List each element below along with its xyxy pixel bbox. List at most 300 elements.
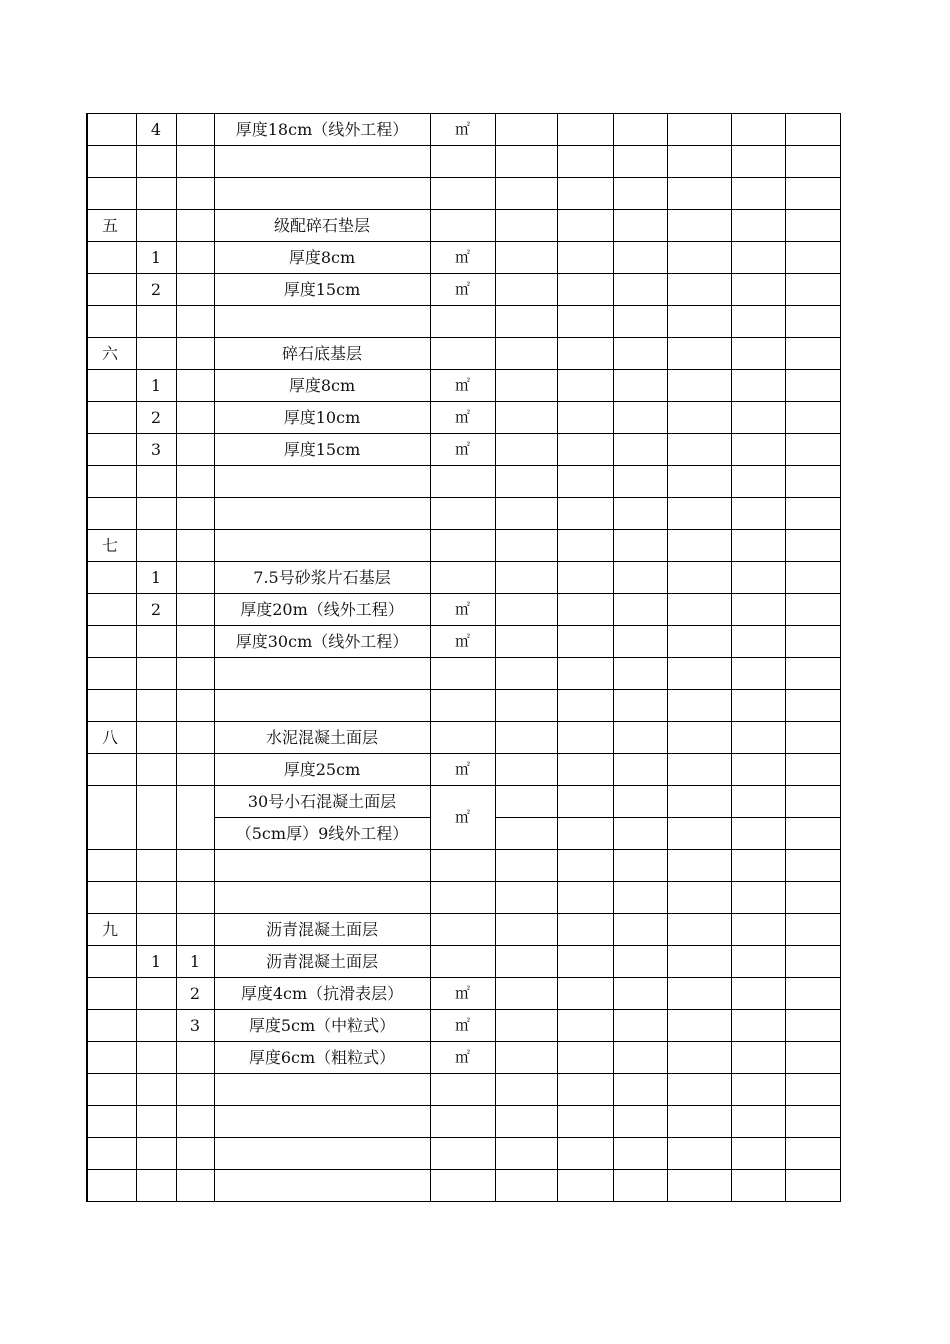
cell-item <box>214 466 430 498</box>
cell-unit <box>430 882 495 914</box>
cell-item <box>214 1106 430 1138</box>
cell-sub <box>136 978 176 1010</box>
table-row <box>87 1042 840 1074</box>
cell-blank <box>557 370 613 402</box>
cell-blank <box>667 786 731 818</box>
cell-blank <box>731 210 785 242</box>
cell-blank <box>785 338 840 370</box>
cell-item <box>214 882 430 914</box>
cell-blank <box>557 722 613 754</box>
cell-blank <box>731 1074 785 1106</box>
cell-sub2 <box>176 626 214 658</box>
cell-unit <box>430 498 495 530</box>
cell-sub <box>136 146 176 178</box>
cell-item <box>214 178 430 210</box>
cell-blank <box>785 1042 840 1074</box>
cell-no <box>87 1010 136 1042</box>
cell-blank <box>667 338 731 370</box>
cell-blank <box>785 274 840 306</box>
cell-blank <box>495 786 557 818</box>
cell-blank <box>557 402 613 434</box>
cell-blank <box>557 434 613 466</box>
cell-blank <box>785 1170 840 1202</box>
cell-blank <box>785 978 840 1010</box>
cell-blank <box>731 754 785 786</box>
cell-sub2 <box>176 146 214 178</box>
cell-sub <box>136 882 176 914</box>
cell-no <box>87 658 136 690</box>
cell-unit: ㎡ <box>430 242 495 274</box>
cell-item: 7.5号砂浆片石基层 <box>214 562 430 594</box>
cell-sub <box>136 1074 176 1106</box>
cell-blank <box>785 530 840 562</box>
cell-blank <box>667 818 731 850</box>
cell-item: 沥青混凝土面层 <box>214 914 430 946</box>
table-row <box>87 338 840 370</box>
cell-blank <box>667 306 731 338</box>
cell-blank <box>667 1042 731 1074</box>
cell-no <box>87 1106 136 1138</box>
cell-blank <box>557 242 613 274</box>
cell-blank <box>613 722 667 754</box>
cell-unit: ㎡ <box>430 114 495 146</box>
cell-item <box>214 146 430 178</box>
cell-sub <box>136 786 176 850</box>
cell-item: 厚度10cm <box>214 402 430 434</box>
cell-item: 厚度8cm <box>214 242 430 274</box>
cell-blank <box>667 530 731 562</box>
cell-blank <box>613 434 667 466</box>
cell-blank <box>557 850 613 882</box>
cell-blank <box>495 146 557 178</box>
cell-blank <box>667 1074 731 1106</box>
cell-sub: 2 <box>136 594 176 626</box>
cell-blank <box>495 1170 557 1202</box>
cell-unit: ㎡ <box>430 274 495 306</box>
cell-item: 水泥混凝土面层 <box>214 722 430 754</box>
cell-unit <box>430 338 495 370</box>
cell-blank <box>731 306 785 338</box>
cell-sub <box>136 722 176 754</box>
cell-blank <box>731 786 785 818</box>
cell-sub: 2 <box>136 402 176 434</box>
cell-blank <box>785 786 840 818</box>
cell-blank <box>495 946 557 978</box>
cell-blank <box>785 946 840 978</box>
cell-blank <box>613 658 667 690</box>
table-row <box>87 562 840 594</box>
cell-blank <box>667 722 731 754</box>
cell-blank <box>667 274 731 306</box>
table-row <box>87 402 840 434</box>
cell-sub: 3 <box>136 434 176 466</box>
cell-blank <box>495 818 557 850</box>
cell-blank <box>785 658 840 690</box>
cell-blank <box>495 402 557 434</box>
cell-sub2 <box>176 882 214 914</box>
table-row <box>87 242 840 274</box>
cell-sub <box>136 1106 176 1138</box>
cell-blank <box>557 146 613 178</box>
cell-blank <box>613 114 667 146</box>
cell-blank <box>495 562 557 594</box>
cell-blank <box>785 1010 840 1042</box>
cell-blank <box>731 1138 785 1170</box>
cell-blank <box>557 1106 613 1138</box>
cell-sub2 <box>176 306 214 338</box>
cell-sub2 <box>176 498 214 530</box>
table-row <box>87 1010 840 1042</box>
table-row <box>87 210 840 242</box>
cell-blank <box>667 402 731 434</box>
cell-sub <box>136 914 176 946</box>
cell-blank <box>731 178 785 210</box>
cell-unit <box>430 722 495 754</box>
cell-blank <box>613 786 667 818</box>
cell-blank <box>557 210 613 242</box>
cell-blank <box>557 690 613 722</box>
cell-blank <box>731 722 785 754</box>
cell-unit <box>430 466 495 498</box>
table-row <box>87 274 840 306</box>
table-row <box>87 626 840 658</box>
cell-blank <box>731 1010 785 1042</box>
cell-blank <box>731 434 785 466</box>
cell-blank <box>731 466 785 498</box>
cell-blank <box>557 882 613 914</box>
cell-sub2 <box>176 530 214 562</box>
cell-blank <box>731 338 785 370</box>
cell-blank <box>785 498 840 530</box>
cell-sub <box>136 338 176 370</box>
cell-blank <box>667 242 731 274</box>
cell-blank <box>785 146 840 178</box>
table-row <box>87 466 840 498</box>
cell-blank <box>667 1106 731 1138</box>
cell-blank <box>495 978 557 1010</box>
cell-item <box>214 658 430 690</box>
cell-blank <box>667 690 731 722</box>
cell-blank <box>495 370 557 402</box>
cell-blank <box>613 178 667 210</box>
cell-blank <box>495 882 557 914</box>
cell-unit <box>430 850 495 882</box>
cell-no <box>87 402 136 434</box>
cell-no <box>87 754 136 786</box>
cell-no <box>87 242 136 274</box>
cell-item: 沥青混凝土面层 <box>214 946 430 978</box>
table-row <box>87 1074 840 1106</box>
cell-blank <box>667 178 731 210</box>
cell-sub2: 1 <box>176 946 214 978</box>
cell-blank <box>731 626 785 658</box>
cell-blank <box>667 946 731 978</box>
table-row <box>87 114 840 146</box>
cell-blank <box>613 466 667 498</box>
cell-no <box>87 466 136 498</box>
cell-blank <box>495 914 557 946</box>
cell-unit: ㎡ <box>430 1010 495 1042</box>
cell-blank <box>731 498 785 530</box>
cell-blank <box>785 1138 840 1170</box>
table-row <box>87 754 840 786</box>
cell-item: （5cm厚）9线外工程） <box>214 818 430 850</box>
cell-sub2 <box>176 1074 214 1106</box>
cell-unit: ㎡ <box>430 434 495 466</box>
cell-blank <box>557 594 613 626</box>
cell-blank <box>495 754 557 786</box>
cell-sub2 <box>176 690 214 722</box>
cell-blank <box>557 786 613 818</box>
cell-item <box>214 850 430 882</box>
cell-sub2 <box>176 242 214 274</box>
cell-unit <box>430 146 495 178</box>
cell-blank <box>613 402 667 434</box>
cell-sub <box>136 530 176 562</box>
table-row <box>87 786 840 818</box>
table-row <box>87 498 840 530</box>
cell-blank <box>613 210 667 242</box>
cell-blank <box>667 914 731 946</box>
cell-no: 七 <box>87 530 136 562</box>
cell-item: 厚度8cm <box>214 370 430 402</box>
table-body <box>87 114 840 1202</box>
cell-blank <box>613 914 667 946</box>
cell-blank <box>557 1042 613 1074</box>
cell-blank <box>667 1010 731 1042</box>
cell-no <box>87 690 136 722</box>
cell-blank <box>785 210 840 242</box>
cell-unit <box>430 210 495 242</box>
cell-blank <box>557 914 613 946</box>
cell-sub2 <box>176 466 214 498</box>
cell-blank <box>613 498 667 530</box>
cell-no <box>87 1138 136 1170</box>
cell-sub: 1 <box>136 242 176 274</box>
cell-blank <box>613 370 667 402</box>
cell-item: 厚度20m（线外工程） <box>214 594 430 626</box>
cell-blank <box>557 338 613 370</box>
cell-no <box>87 850 136 882</box>
cell-no <box>87 306 136 338</box>
cell-item: 厚度25cm <box>214 754 430 786</box>
cell-blank <box>495 114 557 146</box>
cell-no <box>87 786 136 850</box>
cell-no <box>87 274 136 306</box>
cell-sub2 <box>176 786 214 850</box>
cell-item: 30号小石混凝土面层 <box>214 786 430 818</box>
cell-blank <box>667 1138 731 1170</box>
cell-blank <box>785 562 840 594</box>
cell-sub2 <box>176 402 214 434</box>
cell-no <box>87 146 136 178</box>
cell-blank <box>613 146 667 178</box>
cell-sub2 <box>176 178 214 210</box>
cell-blank <box>613 274 667 306</box>
cell-blank <box>785 850 840 882</box>
cell-blank <box>731 818 785 850</box>
table-row <box>87 306 840 338</box>
cell-blank <box>785 690 840 722</box>
cell-blank <box>495 1010 557 1042</box>
cell-blank <box>667 978 731 1010</box>
cell-blank <box>667 626 731 658</box>
cell-blank <box>613 690 667 722</box>
table-row <box>87 658 840 690</box>
quantity-table <box>86 113 841 1202</box>
cell-blank <box>731 274 785 306</box>
cell-blank <box>731 594 785 626</box>
cell-sub <box>136 850 176 882</box>
cell-sub <box>136 498 176 530</box>
cell-blank <box>731 1106 785 1138</box>
table-row <box>87 690 840 722</box>
cell-blank <box>667 882 731 914</box>
cell-blank <box>785 626 840 658</box>
cell-blank <box>667 146 731 178</box>
cell-blank <box>731 402 785 434</box>
cell-sub <box>136 626 176 658</box>
cell-sub2 <box>176 274 214 306</box>
cell-item: 厚度15cm <box>214 274 430 306</box>
cell-unit: ㎡ <box>430 626 495 658</box>
cell-blank <box>495 242 557 274</box>
cell-blank <box>557 530 613 562</box>
table-row <box>87 850 840 882</box>
cell-blank <box>785 818 840 850</box>
cell-blank <box>495 1106 557 1138</box>
cell-sub <box>136 658 176 690</box>
cell-blank <box>785 434 840 466</box>
cell-blank <box>785 1074 840 1106</box>
cell-no <box>87 114 136 146</box>
cell-sub <box>136 1170 176 1202</box>
table-row <box>87 1138 840 1170</box>
cell-sub <box>136 178 176 210</box>
cell-sub: 1 <box>136 562 176 594</box>
cell-no <box>87 1170 136 1202</box>
cell-blank <box>495 338 557 370</box>
table-row <box>87 434 840 466</box>
cell-blank <box>613 754 667 786</box>
cell-blank <box>495 306 557 338</box>
cell-blank <box>613 882 667 914</box>
cell-sub2 <box>176 434 214 466</box>
cell-blank <box>667 370 731 402</box>
cell-blank <box>613 1106 667 1138</box>
table-row <box>87 370 840 402</box>
cell-unit <box>430 306 495 338</box>
cell-item <box>214 1138 430 1170</box>
cell-blank <box>731 146 785 178</box>
cell-blank <box>731 1042 785 1074</box>
cell-item <box>214 498 430 530</box>
cell-blank <box>613 946 667 978</box>
cell-unit: ㎡ <box>430 1042 495 1074</box>
cell-blank <box>731 242 785 274</box>
cell-blank <box>613 306 667 338</box>
cell-blank <box>557 562 613 594</box>
cell-blank <box>731 114 785 146</box>
cell-blank <box>557 978 613 1010</box>
cell-blank <box>667 754 731 786</box>
cell-blank <box>613 978 667 1010</box>
cell-sub <box>136 690 176 722</box>
cell-sub2 <box>176 114 214 146</box>
cell-blank <box>495 498 557 530</box>
cell-blank <box>557 754 613 786</box>
cell-no <box>87 946 136 978</box>
cell-blank <box>731 946 785 978</box>
cell-blank <box>557 946 613 978</box>
cell-unit <box>430 530 495 562</box>
cell-unit <box>430 690 495 722</box>
cell-blank <box>557 818 613 850</box>
cell-blank <box>785 178 840 210</box>
cell-blank <box>613 1010 667 1042</box>
cell-blank <box>495 594 557 626</box>
cell-blank <box>731 690 785 722</box>
cell-sub2 <box>176 1170 214 1202</box>
cell-item: 厚度15cm <box>214 434 430 466</box>
cell-blank <box>731 530 785 562</box>
cell-item <box>214 1170 430 1202</box>
cell-sub <box>136 1042 176 1074</box>
cell-item: 级配碎石垫层 <box>214 210 430 242</box>
cell-unit: ㎡ <box>430 978 495 1010</box>
cell-sub: 1 <box>136 946 176 978</box>
cell-blank <box>613 1170 667 1202</box>
cell-blank <box>613 530 667 562</box>
cell-no: 九 <box>87 914 136 946</box>
cell-unit: ㎡ <box>430 370 495 402</box>
cell-blank <box>495 466 557 498</box>
cell-blank <box>613 594 667 626</box>
cell-blank <box>495 690 557 722</box>
cell-sub2: 2 <box>176 978 214 1010</box>
cell-blank <box>785 882 840 914</box>
table-row <box>87 530 840 562</box>
cell-blank <box>495 210 557 242</box>
cell-sub2 <box>176 658 214 690</box>
cell-item: 厚度5cm（中粒式） <box>214 1010 430 1042</box>
cell-item: 厚度18cm（线外工程） <box>214 114 430 146</box>
cell-blank <box>613 1074 667 1106</box>
cell-blank <box>785 306 840 338</box>
cell-unit <box>430 1074 495 1106</box>
cell-no <box>87 1042 136 1074</box>
cell-no <box>87 562 136 594</box>
cell-blank <box>667 434 731 466</box>
cell-item <box>214 530 430 562</box>
cell-blank <box>613 818 667 850</box>
cell-blank <box>667 114 731 146</box>
cell-blank <box>731 370 785 402</box>
cell-item: 厚度30cm（线外工程） <box>214 626 430 658</box>
cell-no: 五 <box>87 210 136 242</box>
cell-blank <box>667 594 731 626</box>
cell-no <box>87 594 136 626</box>
cell-blank <box>613 1042 667 1074</box>
cell-blank <box>495 626 557 658</box>
cell-blank <box>557 306 613 338</box>
cell-item: 厚度6cm（粗粒式） <box>214 1042 430 1074</box>
cell-blank <box>613 242 667 274</box>
cell-blank <box>557 1138 613 1170</box>
cell-blank <box>731 978 785 1010</box>
cell-blank <box>495 658 557 690</box>
table-row <box>87 594 840 626</box>
